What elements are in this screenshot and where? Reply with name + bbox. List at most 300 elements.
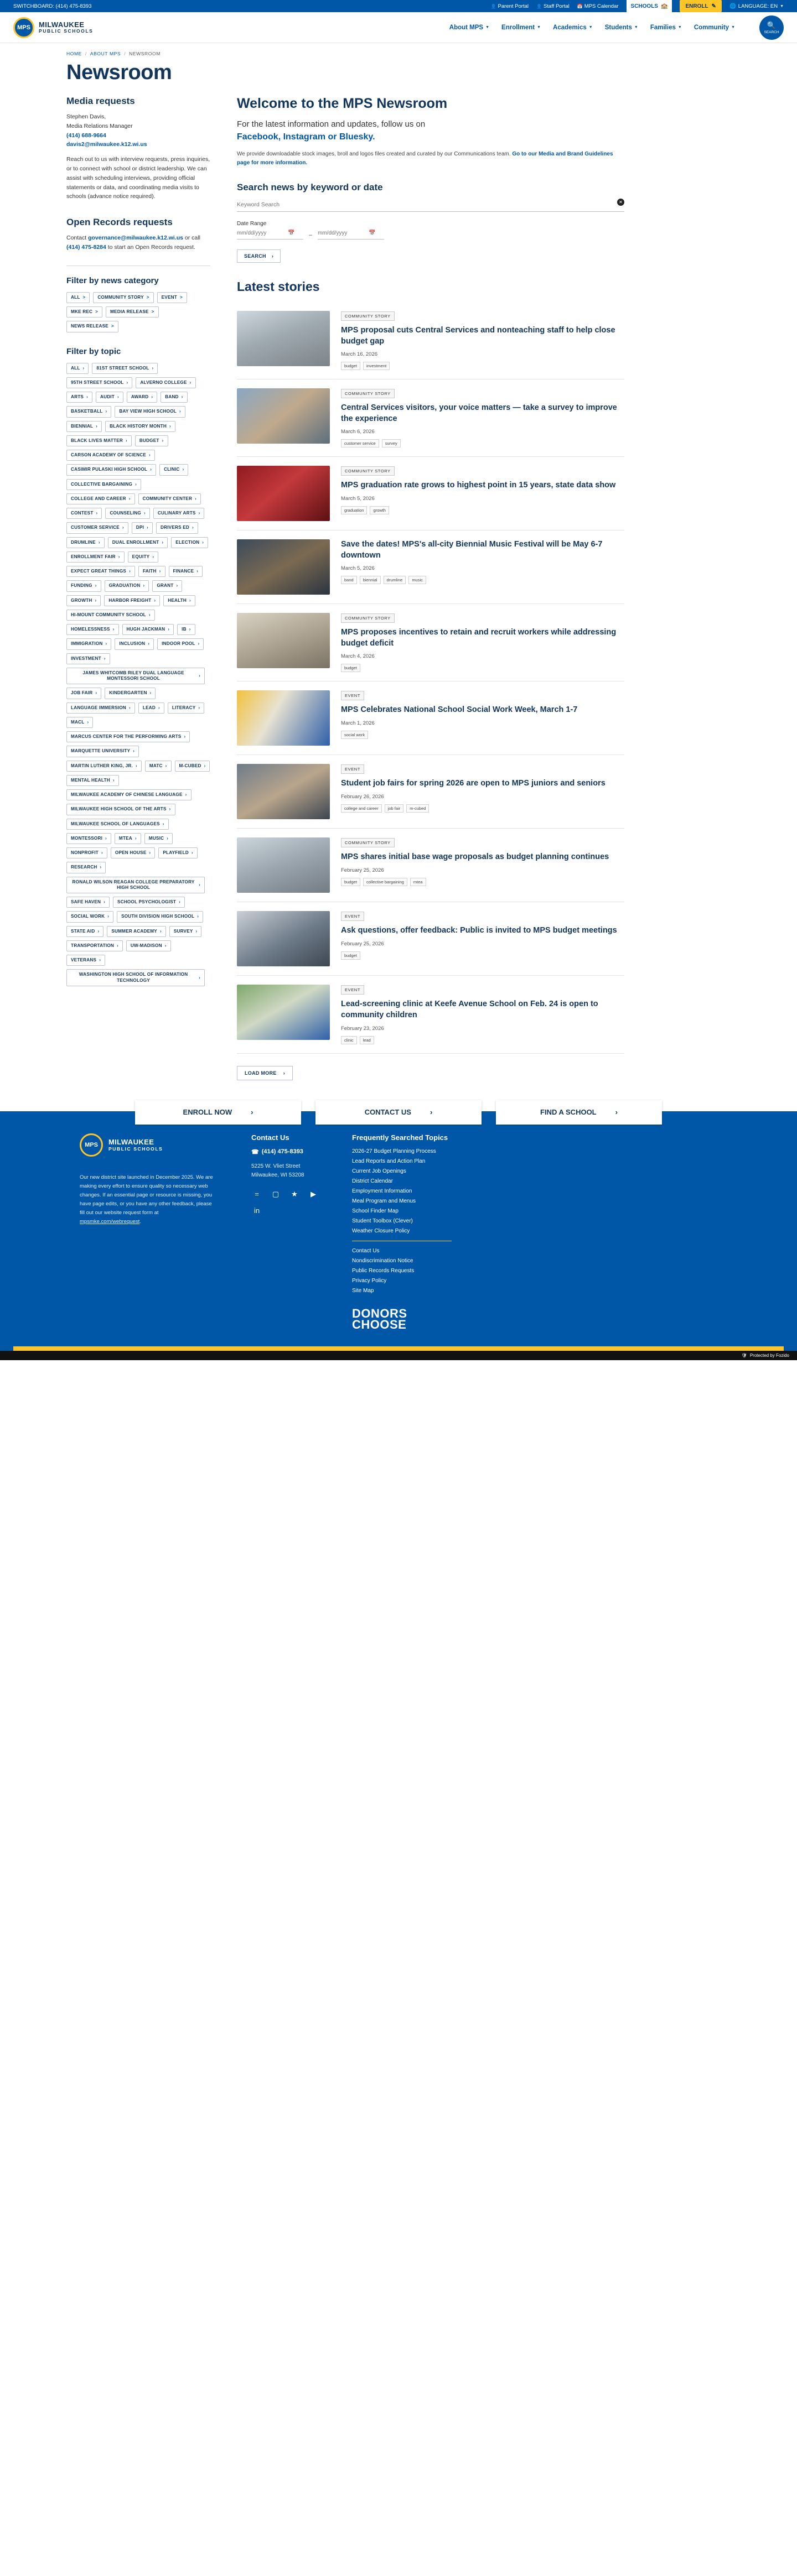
topic-chip[interactable]: [66, 493, 135, 504]
plus-icon: ›: [96, 511, 98, 516]
story-item[interactable]: [237, 530, 624, 604]
story-title[interactable]: Ask questions, offer feedback: Public is invited to MPS budget meetings: [341, 926, 617, 935]
story-tags: [341, 804, 624, 813]
nav-label: Community: [694, 24, 729, 31]
nav-item-families[interactable]: [650, 24, 682, 31]
story-tag[interactable]: m-cubed: [406, 804, 429, 813]
story-tag[interactable]: budget: [341, 951, 360, 960]
disclaimer-period: .: [139, 1219, 141, 1225]
plus-icon: ›: [82, 365, 85, 371]
chip-label: BIENNIAL: [71, 423, 94, 429]
topic-chip[interactable]: [66, 789, 192, 800]
social-link-instagram[interactable]: Instagram: [283, 132, 326, 142]
topic-chip[interactable]: [66, 940, 123, 951]
brand-line-2: PUBLIC SCHOOLS: [108, 1146, 163, 1152]
utility-link-mps-calendar[interactable]: [577, 3, 619, 9]
story-tag[interactable]: growth: [370, 506, 389, 514]
story-tag[interactable]: college and career: [341, 804, 382, 813]
topic-chip[interactable]: [113, 897, 185, 908]
story-category-badge: EVENT: [341, 764, 364, 774]
footer-secondary-links: [352, 1248, 452, 1294]
cta-label: CONTACT US: [364, 1108, 411, 1116]
topic-chip[interactable]: [138, 566, 165, 577]
enroll-button[interactable]: [680, 0, 722, 12]
topic-chip[interactable]: [66, 464, 156, 475]
topic-chip[interactable]: [66, 746, 139, 757]
story-tag[interactable]: music: [408, 576, 426, 584]
story-title[interactable]: Lead-screening clinic at Keefe Avenue School on Feb. 24 is open to community children: [341, 1000, 598, 1019]
footer-topic-link[interactable]: Meal Program and Menus: [352, 1198, 416, 1204]
load-more-label: LOAD MORE: [245, 1070, 277, 1076]
breadcrumb-item-about-mps[interactable]: ABOUT MPS: [90, 51, 121, 56]
topic-chip[interactable]: [115, 833, 141, 844]
enroll-label: ENROLL: [685, 3, 708, 9]
utility-link-label: Parent Portal: [498, 3, 529, 9]
switchboard: [13, 3, 92, 9]
topic-chip[interactable]: [66, 479, 141, 490]
chip-label: DRUMLINE: [71, 539, 96, 545]
topic-chip[interactable]: [66, 668, 205, 685]
plus-icon: ›: [117, 943, 118, 948]
story-item[interactable]: [237, 457, 624, 530]
story-tag[interactable]: biennial: [360, 576, 381, 584]
chip-label: LEAD: [142, 705, 156, 710]
topic-chip[interactable]: [66, 862, 106, 873]
story-thumbnail[interactable]: [237, 690, 330, 746]
chip-label: LITERACY: [172, 705, 196, 710]
chip-label: AWARD: [131, 394, 149, 400]
topic-chip[interactable]: [105, 580, 149, 591]
chip-label: ALL: [71, 365, 80, 371]
topic-chip[interactable]: [66, 653, 110, 664]
filter-chip-event[interactable]: [157, 292, 187, 303]
date-to-input[interactable]: [318, 230, 365, 236]
linkedin-icon[interactable]: in: [253, 1206, 260, 1215]
speaker-at-podium-image: [237, 911, 330, 966]
cta-find-a-school[interactable]: [496, 1100, 662, 1125]
topic-chip[interactable]: [66, 969, 205, 986]
footer-topic-link[interactable]: School Finder Map: [352, 1208, 398, 1214]
topic-chip[interactable]: [104, 595, 160, 606]
story-category-badge: COMMUNITY STORY: [341, 838, 395, 847]
story-tag[interactable]: clinic: [341, 1036, 357, 1044]
cta-label: FIND A SCHOOL: [540, 1108, 597, 1116]
search-button-label: SEARCH: [764, 30, 779, 34]
story-tag[interactable]: mtea: [410, 878, 426, 886]
story-tag[interactable]: graduation: [341, 506, 367, 514]
footer-topic-link[interactable]: Lead Reports and Action Plan: [352, 1158, 426, 1164]
topic-chip[interactable]: [66, 406, 111, 417]
footer-logo[interactable]: [80, 1133, 218, 1157]
story-thumbnail[interactable]: [237, 985, 330, 1040]
nav-item-academics[interactable]: [553, 24, 593, 31]
topic-chip[interactable]: [127, 392, 157, 403]
keyword-search-input[interactable]: [237, 201, 624, 208]
chip-label: AUDIT: [100, 394, 115, 400]
story-tag[interactable]: collective bargaining: [363, 878, 407, 886]
footer-topic-link[interactable]: Employment Information: [352, 1188, 412, 1194]
story-thumbnail[interactable]: [237, 911, 330, 966]
topic-chip[interactable]: [66, 877, 205, 894]
plus-icon: >: [111, 324, 114, 329]
footer-secondary-link[interactable]: Public Records Requests: [352, 1267, 415, 1274]
footer-topic-link[interactable]: District Calendar: [352, 1178, 393, 1184]
social-sep: ,: [278, 132, 283, 142]
webrequest-link[interactable]: mpsmke.com/webrequest: [80, 1219, 140, 1225]
topic-chip[interactable]: [92, 363, 158, 374]
date-from-input[interactable]: [237, 230, 284, 236]
story-item[interactable]: [237, 976, 624, 1053]
search-submit-button[interactable]: [237, 249, 281, 263]
plus-icon: ›: [192, 525, 194, 530]
topic-chip[interactable]: [66, 775, 119, 786]
chip-label: PLAYFIELD: [163, 850, 189, 856]
chip-label: EVENT: [161, 294, 177, 300]
footer-topics-heading: Frequently Searched Topics: [352, 1133, 448, 1142]
cta-enroll-now[interactable]: [135, 1100, 301, 1125]
story-title[interactable]: MPS proposal cuts Central Services and nonteaching staff to help close budget gap: [341, 326, 615, 346]
story-body: [341, 466, 624, 514]
plus-icon: ›: [189, 627, 191, 632]
media-guidelines-link[interactable]: Go to our Media and Brand Guidelines page for more information.: [237, 151, 613, 166]
story-tag[interactable]: investment: [363, 362, 390, 370]
story-tag[interactable]: band: [341, 576, 357, 584]
footer-topic-link[interactable]: 2026-27 Budget Planning Process: [352, 1148, 436, 1154]
topic-chip[interactable]: [96, 392, 123, 403]
footer-phone[interactable]: [251, 1148, 319, 1156]
footer-secondary-link[interactable]: Site Map: [352, 1287, 374, 1294]
story-item[interactable]: [237, 379, 624, 457]
story-tag[interactable]: lead: [360, 1036, 374, 1044]
topic-chip[interactable]: [111, 847, 155, 858]
chip-label: HOMELESSNESS: [71, 627, 110, 632]
footer-topic-link[interactable]: Student Toolbox (Clever): [352, 1217, 413, 1224]
utility-link-staff-portal[interactable]: [536, 3, 570, 9]
plus-icon: ›: [95, 583, 97, 589]
plus-icon: ›: [204, 763, 206, 768]
bluesky-icon[interactable]: ★: [291, 1189, 298, 1198]
story-tag[interactable]: customer service: [341, 439, 379, 447]
story-tags: [341, 506, 624, 514]
story-title[interactable]: MPS Celebrates National School Social Work Week, March 1-7: [341, 705, 578, 715]
instagram-icon[interactable]: ▢: [272, 1189, 280, 1198]
topic-chip[interactable]: [158, 847, 197, 858]
topic-chip[interactable]: [66, 804, 175, 815]
plus-icon: ›: [181, 394, 183, 400]
plus-icon: ›: [198, 511, 200, 516]
donors-line-1: DONORS: [352, 1306, 407, 1320]
plus-icon: >: [151, 309, 154, 315]
topic-chip[interactable]: [66, 450, 155, 461]
plus-icon: ›: [169, 806, 171, 812]
site-logo[interactable]: [13, 17, 93, 38]
story-title[interactable]: Central Services visitors, your voice matters — take a survey to improve the experience: [341, 403, 617, 423]
nav-item-about-mps[interactable]: [449, 24, 489, 31]
topic-chip[interactable]: [66, 847, 107, 858]
plus-icon: ›: [162, 539, 164, 545]
topic-chip[interactable]: [169, 926, 202, 937]
breadcrumb-item-home[interactable]: HOME: [66, 51, 82, 56]
story-thumbnail[interactable]: [237, 466, 330, 521]
nav-item-students[interactable]: [605, 24, 638, 31]
schools-button[interactable]: [627, 0, 672, 12]
chip-label: M-CUBED: [179, 763, 201, 768]
footer-topic-link[interactable]: Weather Closure Policy: [352, 1227, 410, 1234]
plus-icon: ›: [197, 914, 199, 919]
cta-and-footer: [0, 1108, 797, 1351]
topic-chip[interactable]: [66, 522, 128, 533]
calendar-icon[interactable]: 📅: [288, 230, 295, 236]
topic-chip[interactable]: [66, 926, 103, 937]
footer-secondary-link[interactable]: Privacy Policy: [352, 1277, 387, 1284]
story-thumbnail[interactable]: [237, 388, 330, 444]
plus-icon: ›: [105, 409, 107, 414]
story-thumbnail[interactable]: [237, 539, 330, 595]
topic-chip[interactable]: [152, 580, 182, 591]
pencil-icon: ✎: [711, 3, 716, 9]
topic-chip[interactable]: [66, 508, 102, 519]
topic-chip[interactable]: [122, 624, 174, 635]
topic-chip[interactable]: [128, 551, 159, 563]
footer-topic-link[interactable]: Current Job Openings: [352, 1168, 406, 1174]
topic-chip[interactable]: [66, 392, 92, 403]
clear-icon[interactable]: ✕: [617, 199, 624, 206]
topic-chip[interactable]: [132, 522, 153, 533]
utility-link-parent-portal[interactable]: [491, 3, 529, 9]
open-records-phone[interactable]: (414) 475-8284: [66, 243, 106, 251]
contact-phone[interactable]: (414) 688-9664: [66, 132, 106, 139]
topic-chip[interactable]: [163, 595, 195, 606]
topic-chip[interactable]: [66, 537, 105, 548]
plus-icon: ›: [184, 734, 186, 740]
topic-chip[interactable]: [66, 421, 102, 432]
plus-icon: ›: [195, 928, 198, 934]
topic-chip[interactable]: [66, 363, 89, 374]
topic-chip[interactable]: [138, 493, 201, 504]
disclaimer-text: Our new district site launched in December 2025. We are making every effort to ensure quality so necessary web changes. If an essential page or resource is missing, you have page edits, or you have any other feedback, please fill out our website request form at: [80, 1174, 213, 1216]
topic-chip[interactable]: [66, 833, 111, 844]
chip-label: MENTAL HEALTH: [71, 777, 110, 783]
story-item[interactable]: [237, 755, 624, 829]
plus-icon: >: [95, 309, 99, 315]
topic-chip[interactable]: [66, 911, 113, 922]
topic-chip[interactable]: [66, 761, 142, 772]
footer-socials: [251, 1189, 319, 1200]
topic-chip[interactable]: [66, 377, 132, 388]
story-body: [341, 388, 624, 447]
contact-email[interactable]: davis2@milwaukee.k12.wi.us: [66, 141, 147, 148]
topic-chip[interactable]: [66, 610, 155, 621]
topic-chip[interactable]: [66, 580, 101, 591]
topic-chip[interactable]: [66, 819, 169, 830]
plus-icon: ›: [133, 748, 135, 754]
search-button[interactable]: [759, 15, 784, 40]
topic-chip[interactable]: [159, 464, 188, 475]
story-item[interactable]: [237, 829, 624, 902]
topic-chip[interactable]: [126, 940, 171, 951]
story-category-badge: COMMUNITY STORY: [341, 613, 395, 623]
story-thumbnail[interactable]: [237, 764, 330, 819]
topic-chip[interactable]: [115, 406, 185, 417]
topic-chip[interactable]: [66, 551, 125, 563]
chevron-down-icon: ▼: [634, 25, 638, 29]
story-title[interactable]: Student job fairs for spring 2026 are open to MPS juniors and seniors: [341, 779, 605, 788]
topic-chip[interactable]: [66, 435, 132, 446]
site-footer: [13, 1133, 784, 1347]
social-sep: or: [325, 132, 339, 142]
topic-chip[interactable]: [105, 688, 156, 699]
footer-secondary-link[interactable]: Nondiscrimination Notice: [352, 1257, 413, 1264]
open-records-email[interactable]: governance@milwaukee.k12.wi.us: [88, 235, 184, 242]
social-link-facebook[interactable]: Facebook: [237, 132, 278, 142]
plus-icon: ›: [198, 705, 200, 710]
story-tags: [341, 439, 624, 447]
language-selector[interactable]: [729, 3, 784, 9]
topic-chip[interactable]: [66, 595, 101, 606]
language-label: LANGUAGE: EN: [738, 3, 778, 9]
topic-chip[interactable]: [153, 508, 205, 519]
date-to-field[interactable]: [318, 230, 384, 240]
topic-chip[interactable]: [66, 566, 135, 577]
breadcrumb: [0, 43, 797, 59]
filter-news-heading: Filter by news category: [66, 275, 159, 285]
topic-chip[interactable]: [108, 537, 168, 548]
filter-chip-media-release[interactable]: [106, 306, 159, 318]
filter-chip-news-release[interactable]: [66, 321, 118, 332]
topic-chip[interactable]: [157, 638, 204, 649]
topic-chip[interactable]: [161, 392, 187, 403]
topic-chip[interactable]: [105, 421, 175, 432]
topic-chip[interactable]: [105, 508, 149, 519]
topic-chip[interactable]: [117, 911, 203, 922]
site-header: [0, 12, 797, 43]
story-tag[interactable]: survey: [382, 439, 401, 447]
date-from-field[interactable]: [237, 230, 303, 240]
topic-chip[interactable]: [107, 926, 165, 937]
topic-chip[interactable]: [136, 377, 195, 388]
topic-chip[interactable]: [66, 688, 101, 699]
topic-chip[interactable]: [156, 522, 198, 533]
youtube-icon[interactable]: ▶: [310, 1189, 316, 1198]
plus-icon: ›: [135, 481, 137, 487]
welcome-subtitle: For the latest information and updates, follow us on: [237, 119, 426, 129]
topic-chip[interactable]: [66, 897, 110, 908]
topic-chip[interactable]: [138, 702, 164, 714]
story-item[interactable]: [237, 681, 624, 755]
topic-chip[interactable]: [171, 537, 208, 548]
story-title[interactable]: MPS proposes incentives to retain and recruit workers while addressing budget deficit: [341, 628, 617, 648]
plus-icon: ›: [149, 690, 152, 696]
calendar-icon[interactable]: 📅: [369, 230, 376, 236]
plus-icon: ›: [129, 569, 131, 574]
topic-chip[interactable]: [66, 731, 190, 742]
facebook-icon[interactable]: =: [255, 1190, 259, 1198]
topic-chip[interactable]: [66, 624, 119, 635]
plus-icon: ›: [99, 957, 101, 963]
story-title[interactable]: MPS shares initial base wage proposals as budget planning continues: [341, 852, 609, 862]
topic-chip[interactable]: [115, 638, 154, 649]
chevron-down-icon: ▼: [537, 25, 541, 29]
load-more-button[interactable]: [237, 1066, 293, 1080]
chip-label: SOCIAL WORK: [71, 914, 105, 919]
chip-label: STATE AID: [71, 928, 95, 934]
topic-chip[interactable]: [168, 702, 204, 714]
plus-icon: ›: [95, 690, 97, 696]
chip-label: 81ST STREET SCHOOL: [96, 365, 149, 371]
story-item[interactable]: [237, 604, 624, 681]
nav-item-community[interactable]: [694, 24, 735, 31]
plus-icon: ›: [112, 777, 115, 783]
story-tag[interactable]: social work: [341, 731, 368, 739]
topic-chip[interactable]: [66, 702, 135, 714]
chip-label: COMMUNITY STORY: [97, 294, 144, 300]
topic-chip[interactable]: [66, 955, 105, 966]
globe-icon: 🌐: [729, 3, 736, 9]
chip-label: SURVEY: [173, 928, 193, 934]
plus-icon: ›: [87, 719, 89, 725]
story-tag[interactable]: drumline: [384, 576, 406, 584]
filter-chip-all[interactable]: [66, 292, 90, 303]
search-icon: 🔍: [767, 20, 777, 29]
nav-label: About MPS: [449, 24, 484, 31]
topic-chip[interactable]: [145, 761, 172, 772]
story-tag[interactable]: budget: [341, 362, 360, 370]
topic-chip[interactable]: [177, 624, 195, 635]
cta-label: ENROLL NOW: [183, 1108, 232, 1116]
topic-chip[interactable]: [66, 638, 111, 649]
story-tag[interactable]: budget: [341, 878, 360, 886]
plus-icon: ›: [149, 452, 151, 458]
filter-chip-mke-rec[interactable]: [66, 306, 102, 318]
plus-icon: ›: [165, 763, 167, 768]
story-title[interactable]: MPS graduation rate grows to highest point in 15 years, state data show: [341, 481, 616, 490]
story-tag[interactable]: job fair: [385, 804, 404, 813]
calendar-icon: 📅: [577, 3, 583, 9]
chip-label: ALL: [71, 294, 80, 300]
story-date: March 4, 2026: [341, 653, 375, 660]
media-contact-block: [66, 112, 210, 149]
social-link-bluesky[interactable]: Bluesky: [339, 132, 373, 142]
school-building-icon: 🏫: [660, 3, 668, 9]
plus-icon: ›: [168, 627, 170, 632]
topic-chip[interactable]: [144, 833, 173, 844]
nav-item-enrollment[interactable]: [501, 24, 541, 31]
filter-chip-community-story[interactable]: [93, 292, 153, 303]
story-thumbnail[interactable]: [237, 837, 330, 893]
story-title[interactable]: Save the dates! MPS's all-city Biennial Music Festival will be May 6-7 downtown: [341, 540, 603, 560]
chip-label: GROWTH: [71, 597, 92, 603]
story-tags: [341, 951, 624, 960]
story-item[interactable]: [237, 302, 624, 379]
story-tag[interactable]: budget: [341, 664, 360, 672]
chip-label: VETERANS: [71, 957, 97, 963]
topic-chip[interactable]: [135, 435, 168, 446]
plus-icon: ›: [135, 763, 137, 768]
topic-chip[interactable]: [169, 566, 203, 577]
topic-chip[interactable]: [66, 717, 93, 728]
story-item[interactable]: [237, 902, 624, 976]
cta-contact-us[interactable]: [315, 1100, 482, 1125]
story-thumbnail[interactable]: [237, 311, 330, 366]
footer-secondary-link[interactable]: Contact Us: [352, 1247, 380, 1254]
chip-label: ALVERNO COLLEGE: [140, 379, 187, 385]
story-thumbnail[interactable]: [237, 613, 330, 668]
topic-chip[interactable]: [175, 761, 210, 772]
story-date: February 23, 2026: [341, 1025, 384, 1032]
donors-choose-logo[interactable]: [352, 1308, 452, 1331]
plus-icon: ›: [134, 835, 137, 841]
chip-label: SUMMER ACADEMY: [111, 928, 157, 934]
